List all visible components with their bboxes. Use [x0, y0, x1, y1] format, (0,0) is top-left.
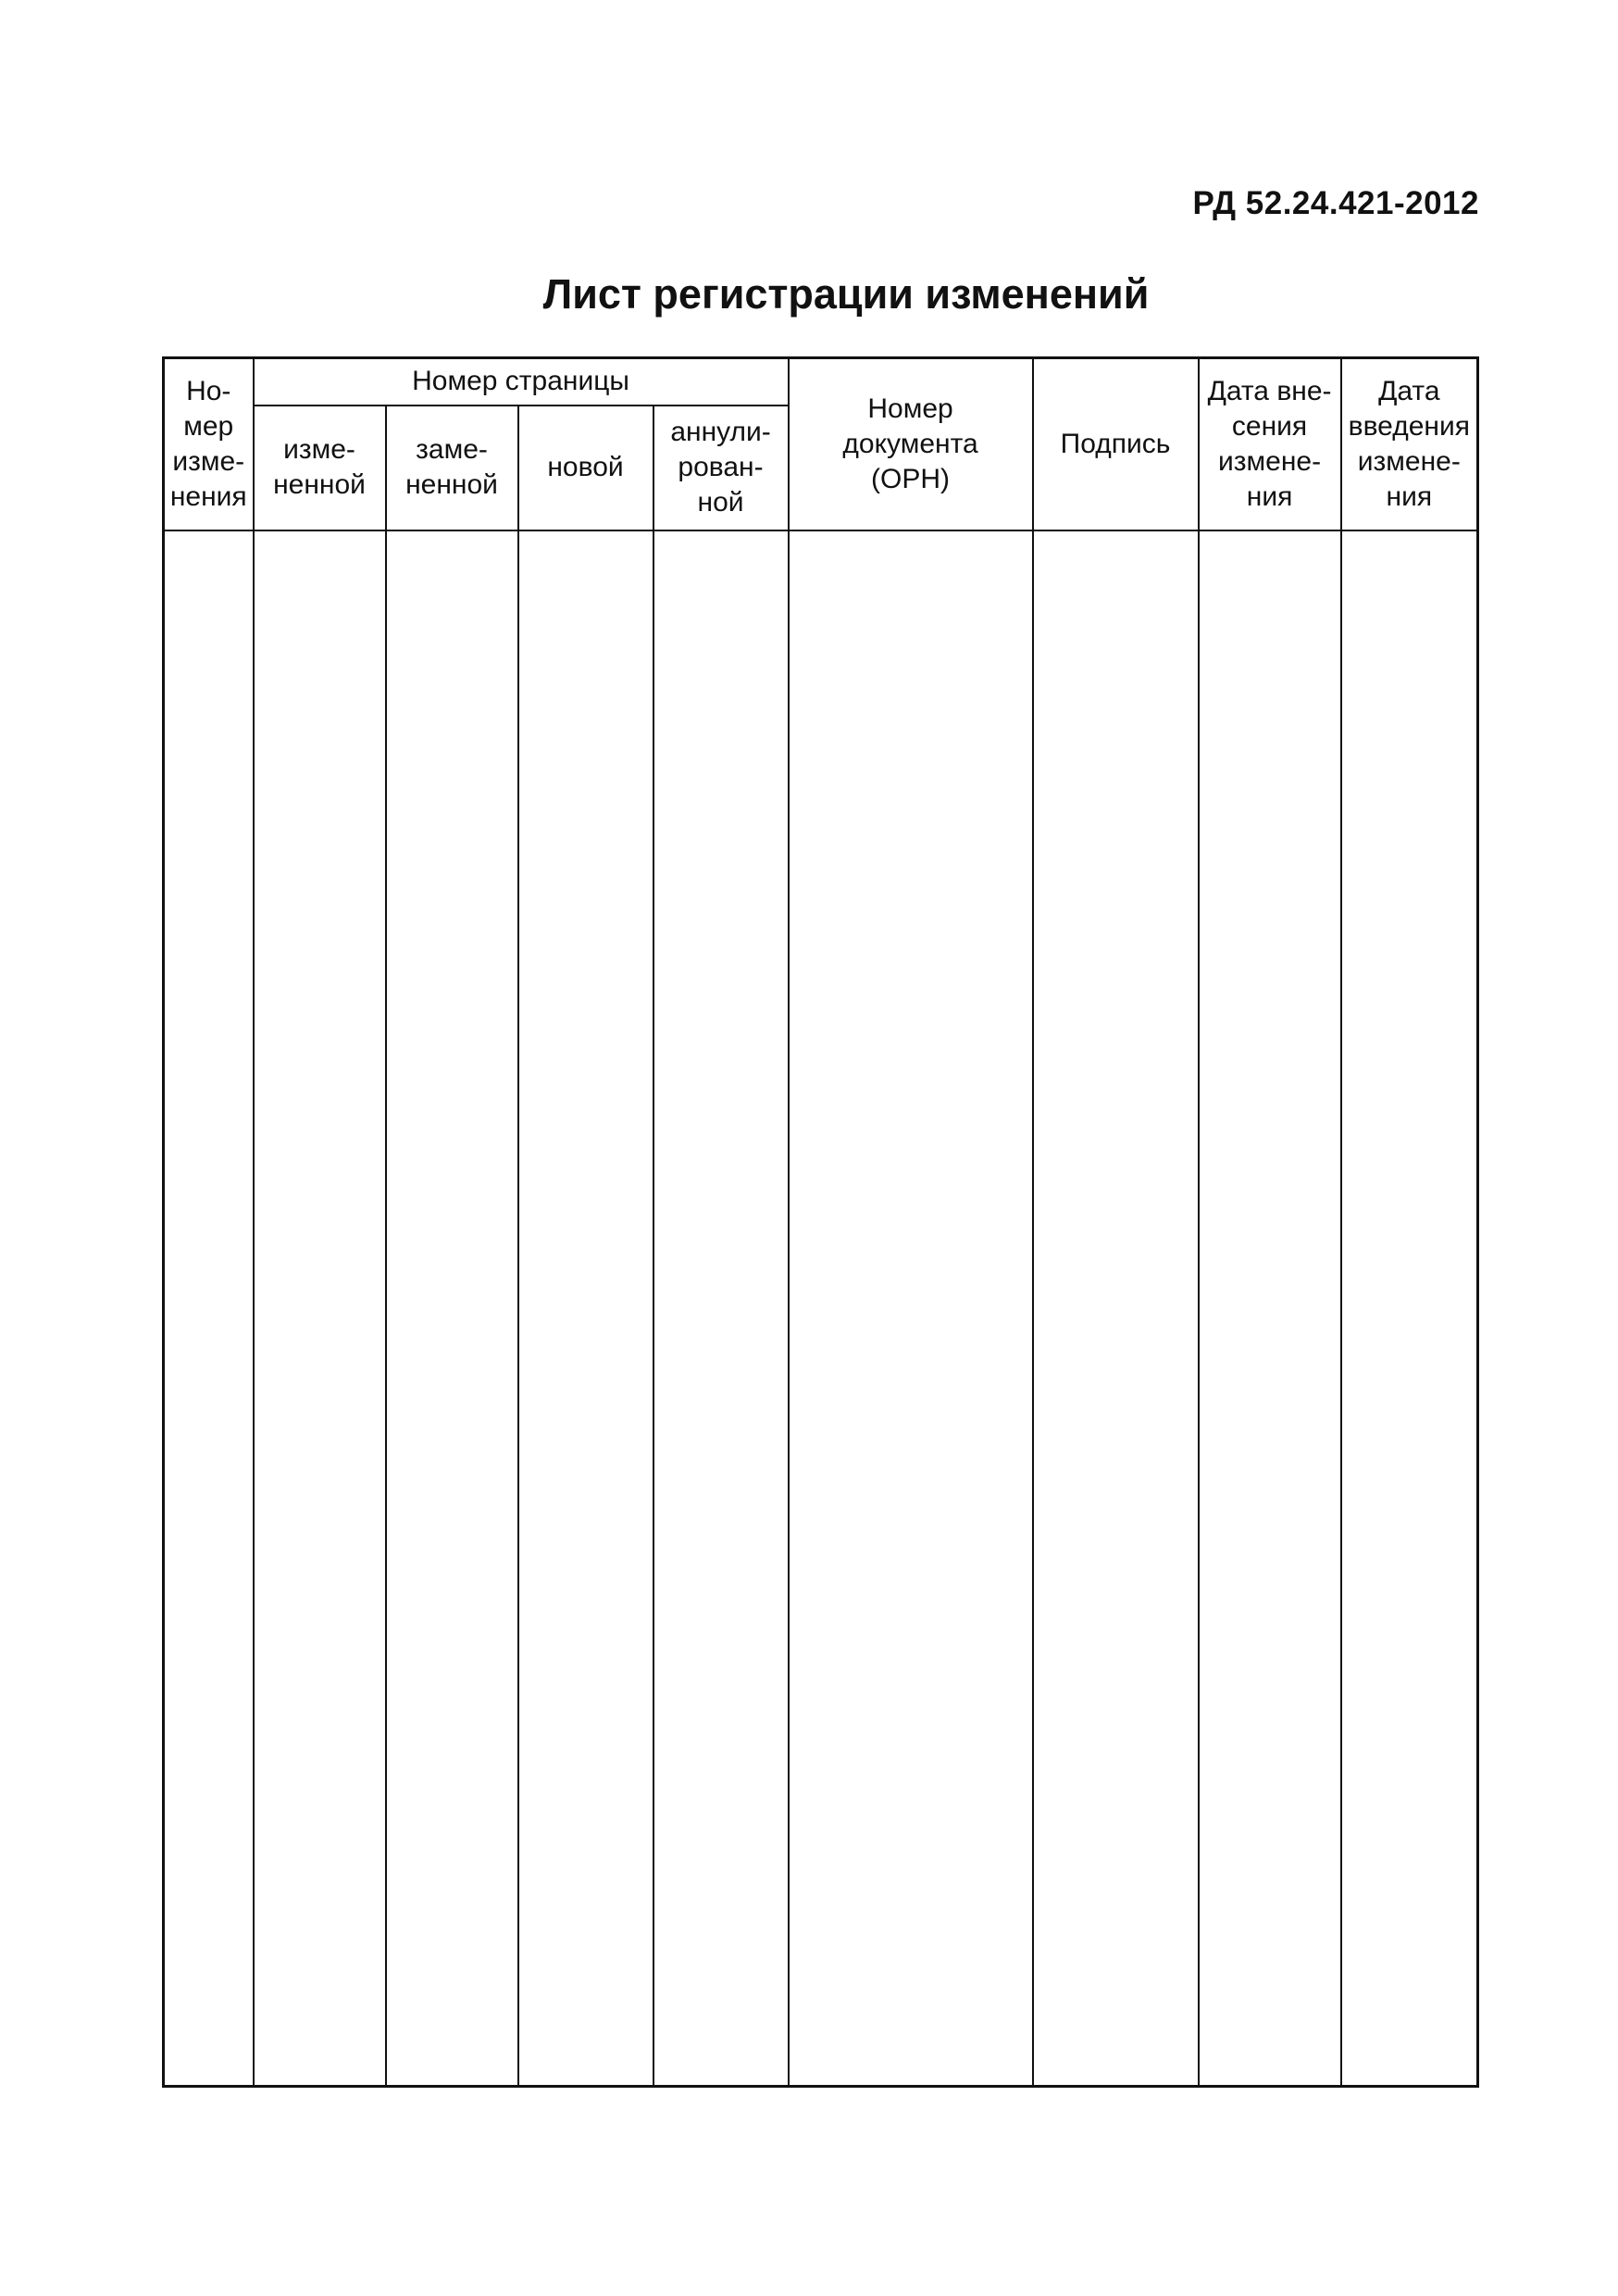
- cell-replaced-page[interactable]: [386, 530, 518, 2087]
- header-effective-date: Дата введения измене- ния: [1341, 358, 1478, 530]
- cell-changed-page[interactable]: [254, 530, 386, 2087]
- header-replaced-page: заме- ненной: [386, 406, 518, 530]
- header-signature: Подпись: [1033, 358, 1199, 530]
- header-page-number-group: Номер страницы: [254, 358, 789, 406]
- header-new-page: новой: [518, 406, 653, 530]
- header-row-group: [164, 358, 1478, 406]
- table-body-row: [164, 530, 1478, 2087]
- header-changed-page: изме- ненной: [254, 406, 386, 530]
- change-registration-table: [162, 356, 1479, 2088]
- header-change-number: Но- мер изме- нения: [164, 358, 254, 530]
- cell-change-number[interactable]: [164, 530, 254, 2087]
- header-document-number: Номер документа (ОРН): [789, 358, 1033, 530]
- cell-signature[interactable]: [1033, 530, 1199, 2087]
- header-entry-date: Дата вне- сения измене- ния: [1199, 358, 1341, 530]
- cell-annulled-page[interactable]: [653, 530, 789, 2087]
- document-code: РД 52.24.421-2012: [1192, 185, 1479, 221]
- header-annulled-page: аннули- рован- ной: [653, 406, 789, 530]
- cell-effective-date[interactable]: [1341, 530, 1478, 2087]
- cell-entry-date[interactable]: [1199, 530, 1341, 2087]
- cell-document-number[interactable]: [789, 530, 1033, 2087]
- page-title: Лист регистрации изменений: [542, 270, 1150, 318]
- cell-new-page[interactable]: [518, 530, 653, 2087]
